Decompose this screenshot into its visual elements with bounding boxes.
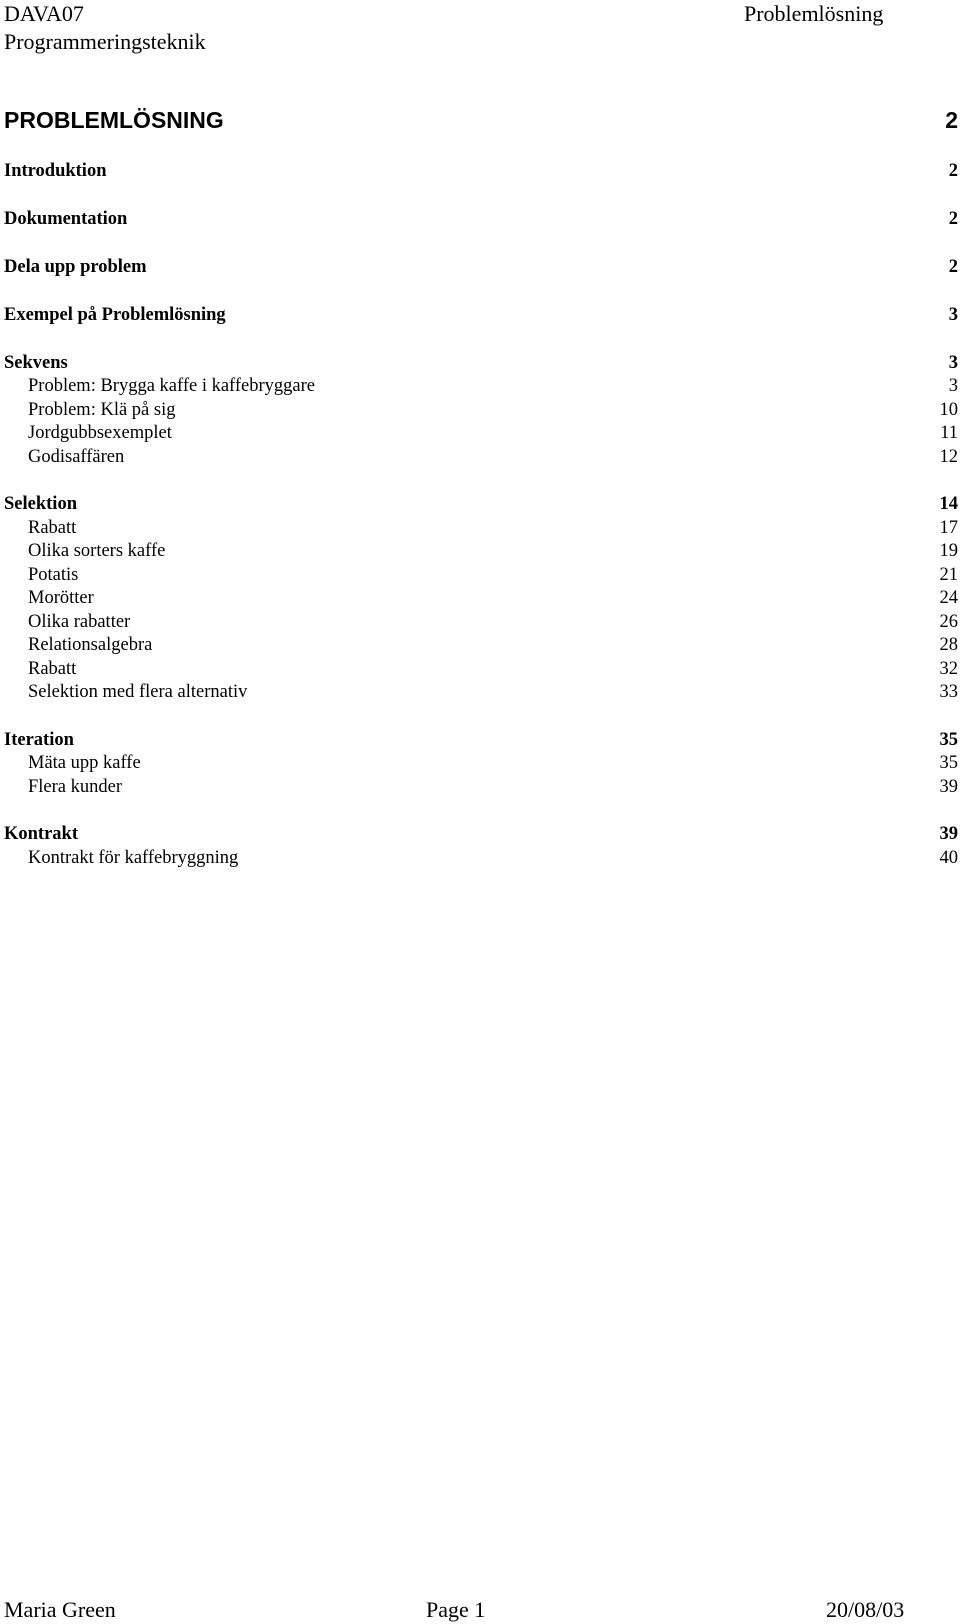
toc-entry-introduktion[interactable] [4,159,958,183]
toc-entry-page: 14 [939,494,958,514]
toc-entry-title: Morötter [28,588,94,608]
toc-entry-page: 21 [939,565,958,585]
toc-entry-page: 3 [948,376,958,396]
toc-entry-kla-pa-sig[interactable] [4,398,958,422]
toc-entry-page: 39 [939,824,958,844]
toc-entry-title: Jordgubbsexemplet [28,423,172,443]
toc-entry-page: 3 [948,353,958,373]
toc-entry-page: 2 [948,161,958,181]
toc-entry-title: Olika rabatter [28,612,131,632]
toc-entry-page: 19 [939,541,958,561]
toc-entry-mata-upp-kaffe[interactable] [4,751,958,775]
toc-entry-exempel-pa-problemlosning[interactable] [4,303,958,327]
toc-entry-rabatt-2[interactable] [4,657,958,681]
toc-entry-problemlosning[interactable] [4,108,958,132]
toc-entry-olika-rabatter[interactable] [4,610,958,634]
toc-entry-page: 3 [948,305,958,325]
toc-entry-page: 11 [940,423,958,443]
toc-entry-page: 28 [939,635,958,655]
toc-entry-title: Godisaffären [28,447,125,467]
toc-entry-selektion-med-flera-alternativ[interactable] [4,680,958,704]
toc-entry-title: Dokumentation [4,209,128,229]
toc-entry-olika-sorters-kaffe[interactable] [4,539,958,563]
toc-entry-title: Problem: Klä på sig [28,400,176,420]
toc-entry-title: Kontrakt [4,824,78,844]
toc-entry-title: Mäta upp kaffe [28,753,141,773]
toc-entry-selektion[interactable] [4,492,958,516]
toc-entry-title: Selektion [4,494,77,514]
toc-entry-dokumentation[interactable] [4,207,958,231]
toc-entry-page: 39 [939,777,958,797]
footer-author: Maria Green [4,1597,116,1622]
header-doc-title: Problemlösning [744,1,884,26]
toc-entry-brygga-kaffe[interactable] [4,374,958,398]
footer-page-number: Page 1 [426,1597,486,1622]
toc-entry-title: PROBLEMLÖSNING [4,107,224,133]
toc-entry-page: 35 [939,730,958,750]
toc-entry-title: Kontrakt för kaffebryggning [28,848,239,868]
toc-entry-flera-kunder[interactable] [4,775,958,799]
toc-entry-title: Rabatt [28,518,77,538]
toc-entry-title: Exempel på Problemlösning [4,305,226,325]
toc-entry-page: 24 [939,588,958,608]
toc-entry-page: 2 [948,209,958,229]
toc-entry-title: Dela upp problem [4,257,147,277]
toc-entry-title: Introduktion [4,161,107,181]
toc-entry-iteration[interactable] [4,728,958,752]
toc-entry-rabatt[interactable] [4,516,958,540]
toc-entry-title: Iteration [4,730,74,750]
toc-entry-relationsalgebra[interactable] [4,633,958,657]
toc-entry-morotter[interactable] [4,586,958,610]
header-course-code: DAVA07 [4,1,84,26]
toc-entry-title: Relationsalgebra [28,635,153,655]
toc-entry-page: 32 [939,659,958,679]
toc-entry-title: Potatis [28,565,79,585]
toc-entry-title: Problem: Brygga kaffe i kaffebryggare [28,376,315,396]
toc-entry-page: 33 [939,682,958,702]
toc-entry-page: 10 [939,400,958,420]
header-course-name: Programmeringsteknik [4,29,206,54]
toc-entry-potatis[interactable] [4,563,958,587]
toc-entry-page: 17 [939,518,958,538]
toc-entry-sekvens[interactable] [4,351,958,375]
toc-entry-page: 12 [939,447,958,467]
toc-entry-jordgubbsexemplet[interactable] [4,421,958,445]
toc-entry-kontrakt[interactable] [4,822,958,846]
toc-entry-page: 26 [939,612,958,632]
toc-entry-kontrakt-for-kaffebryggning[interactable] [4,846,958,870]
toc-entry-title: Flera kunder [28,777,123,797]
toc-entry-title: Rabatt [28,659,77,679]
toc-entry-dela-upp-problem[interactable] [4,255,958,279]
toc-entry-title: Selektion med flera alternativ [28,682,248,702]
footer-date: 20/08/03 [826,1597,905,1622]
toc-entry-page: 35 [939,753,958,773]
toc-entry-page: 2 [948,257,958,277]
toc-entry-godisaffaren[interactable] [4,445,958,469]
toc-entry-title: Olika sorters kaffe [28,541,166,561]
toc-entry-page: 2 [945,107,958,133]
toc-entry-page: 40 [939,848,958,868]
toc-entry-title: Sekvens [4,353,68,373]
